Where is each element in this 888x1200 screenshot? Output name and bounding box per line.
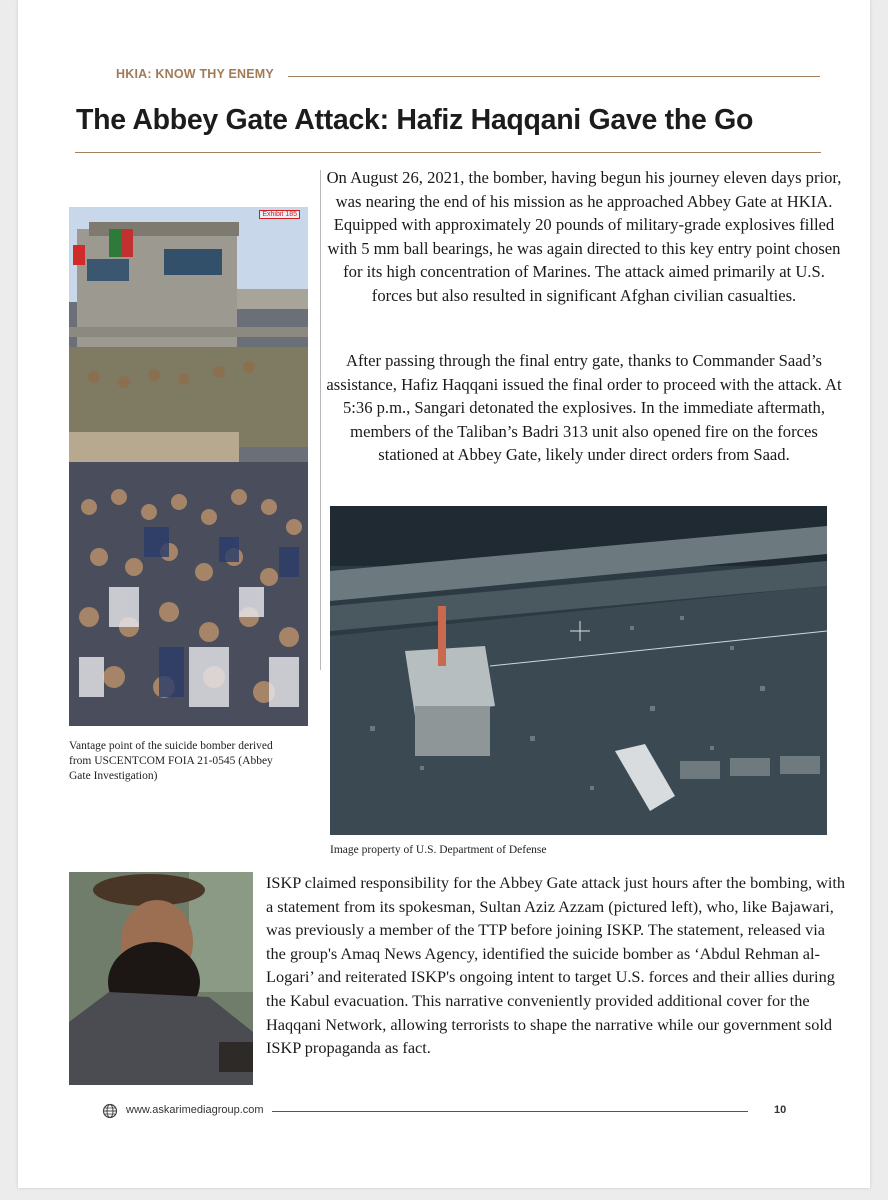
column-divider — [320, 170, 321, 670]
crowd-photo-caption: Vantage point of the suicide bomber derived from USCENTCOM FOIA 21-0545 (Abbey Gate Investigation) — [69, 740, 273, 782]
article-paragraph-1: On August 26, 2021, the bomber, having begun his journey eleven days prior, was nearing the end of his mission as he approached Abbey Gate at HKIA. Equipped with approximately 20 pounds of military-grade explosives filled with 5 mm ball bearings, he was again directed to this key entry point chosen for its high concentration of Marines. The attack aimed primarily at U.S. forces but also resulted in significant Afghan civilian casualties. — [326, 168, 842, 305]
spokesman-portrait-photo — [69, 872, 253, 1085]
footer-divider — [272, 1111, 748, 1112]
aerial-photo — [330, 506, 827, 835]
page — [18, 0, 870, 1188]
crowd-photo — [69, 207, 308, 726]
footer-url: www.askarimediagroup.com — [126, 1104, 264, 1116]
article-paragraph-3: ISKP claimed responsibility for the Abbey Gate attack just hours after the bombing, with a statement from its spokesman, Sultan Aziz Azzam (pictured left), who, like Bajawari, was previously a member of the TTP before joining ISKP. The statement, released via the group's Amaq News Agency, identified the suicide bomber as ‘Abdul Rehman al-Logari’ and reiterated ISKP's ongoing intent to target U.S. forces and their allies during the Kabul evacuation. This narrative conveniently provided additional cover for the Haqqani Network, allowing terrorists to shape the narrative while our government sold ISKP propaganda as fact. — [266, 873, 846, 1058]
page-title: The Abbey Gate Attack: Hafiz Haqqani Gave the Go — [76, 104, 754, 136]
globe-icon — [102, 1103, 118, 1119]
section-kicker: HKIA: KNOW THY ENEMY — [116, 67, 274, 81]
aerial-photo-caption: Image property of U.S. Department of Defense — [330, 844, 547, 856]
page-number: 10 — [774, 1104, 787, 1116]
title-divider — [75, 152, 821, 153]
article-paragraph-2: After passing through the final entry gate, thanks to Commander Saad’s assistance, Hafiz Haqqani issued the final order to proceed with the attack. At 5:36 p.m., Sangari detonated the explosives. In the immediate aftermath, members of the Taliban’s Badri 313 unit also opened fire on the forces stationed at Abbey Gate, likely under direct orders from Saad. — [326, 351, 842, 465]
kicker-divider — [288, 76, 820, 77]
exhibit-label: Exhibit 185 — [259, 210, 300, 219]
